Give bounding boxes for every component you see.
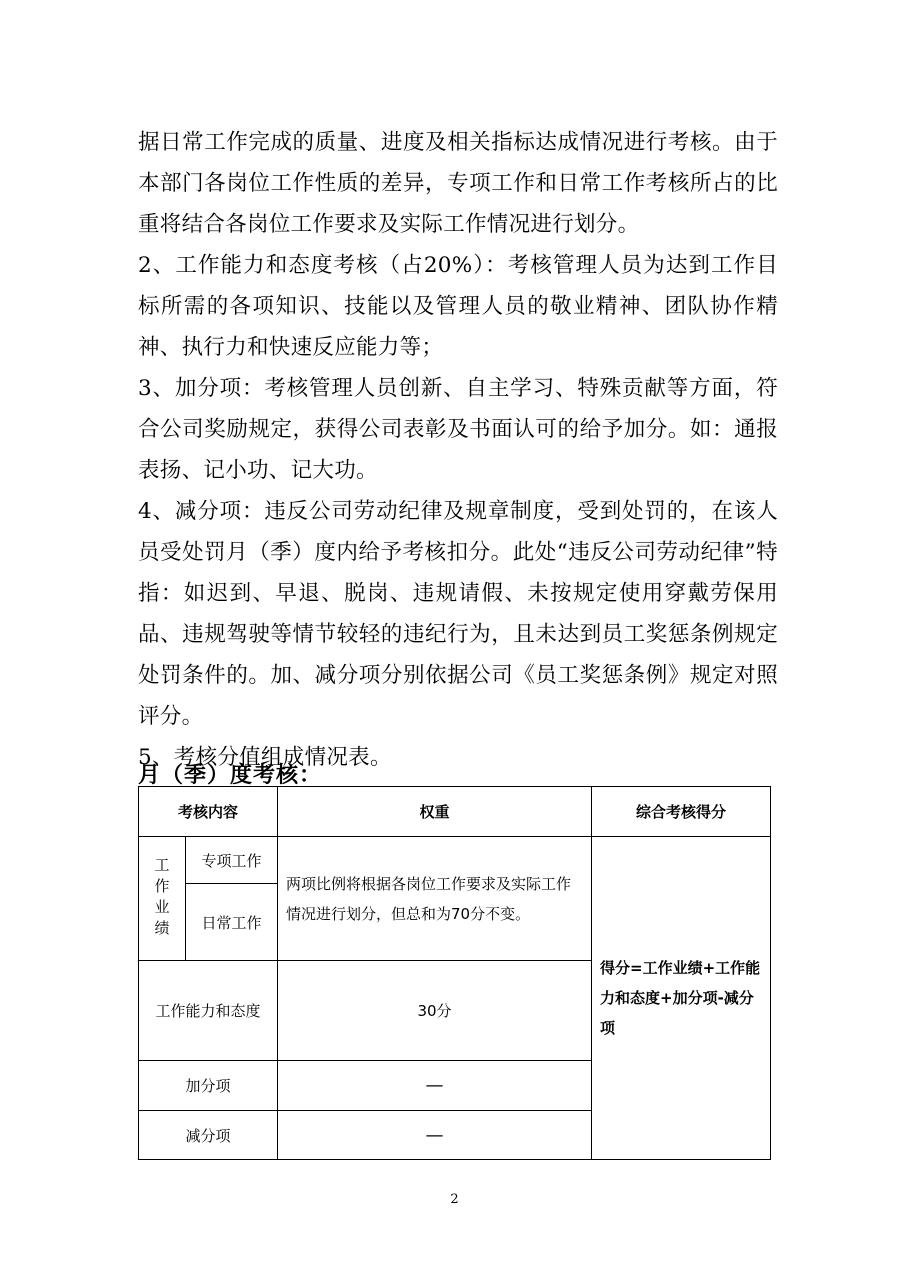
header-content: 考核内容 xyxy=(139,787,278,837)
paragraph-1: 据日常工作完成的质量、进度及相关指标达成情况进行考核。由于本部门各岗位工作性质的差异，专项工作和日常工作考核所占的比重将结合各岗位工作要求及实际工作情况进行划分。 xyxy=(138,130,778,237)
page-number: 2 xyxy=(450,1192,459,1207)
header-weight: 权重 xyxy=(278,787,592,837)
work-performance-label: 工作业绩 xyxy=(152,856,171,941)
paragraph-4: 4、减分项：违反公司劳动纪律及规章制度，受到处罚的，在该人员受处罚月（季）度内给予考核扣分。此处“违反公司劳动纪律”特指：如迟到、早退、脱岗、违规请假、未按规定使用穿戴劳保用品、违规驾驶等情节较轻的违纪行为，且未达到员工奖惩条例规定处罚条件的。加、减分项分别依据公司《员工奖惩条例》规定对照评分。 xyxy=(138,499,778,729)
ability-weight: 30分 xyxy=(278,961,592,1061)
special-work-label: 专项工作 xyxy=(186,837,278,884)
deduction-label: 减分项 xyxy=(139,1111,278,1160)
paragraph-5: 5、考核分值组成情况表。 xyxy=(138,745,392,770)
section-heading: 月（季）度考核： xyxy=(138,763,323,788)
score-formula: 得分=工作业绩+工作能力和态度+加分项-减分项 xyxy=(592,837,771,1160)
paragraph-3: 3、加分项：考核管理人员创新、自主学习、特殊贡献等方面，符合公司奖励规定，获得公司表彰及书面认可的给予加分。如：通报表扬、记小功、记大功。 xyxy=(138,376,778,483)
work-performance-cell xyxy=(139,837,186,961)
header-score: 综合考核得分 xyxy=(592,787,771,837)
score-table xyxy=(138,786,771,1160)
ability-label: 工作能力和态度 xyxy=(139,961,278,1061)
daily-work-label: 日常工作 xyxy=(186,884,278,961)
paragraph-2: 2、工作能力和态度考核（占20%）：考核管理人员为达到工作目标所需的各项知识、技能以及管理人员的敬业精神、团队协作精神、执行力和快速反应能力等； xyxy=(138,253,778,360)
bonus-weight: — xyxy=(278,1061,592,1111)
bonus-label: 加分项 xyxy=(139,1061,278,1111)
work-weight-text: 两项比例将根据各岗位工作要求及实际工作情况进行划分，但总和为70分不变。 xyxy=(278,837,592,961)
deduction-weight: — xyxy=(278,1111,592,1160)
